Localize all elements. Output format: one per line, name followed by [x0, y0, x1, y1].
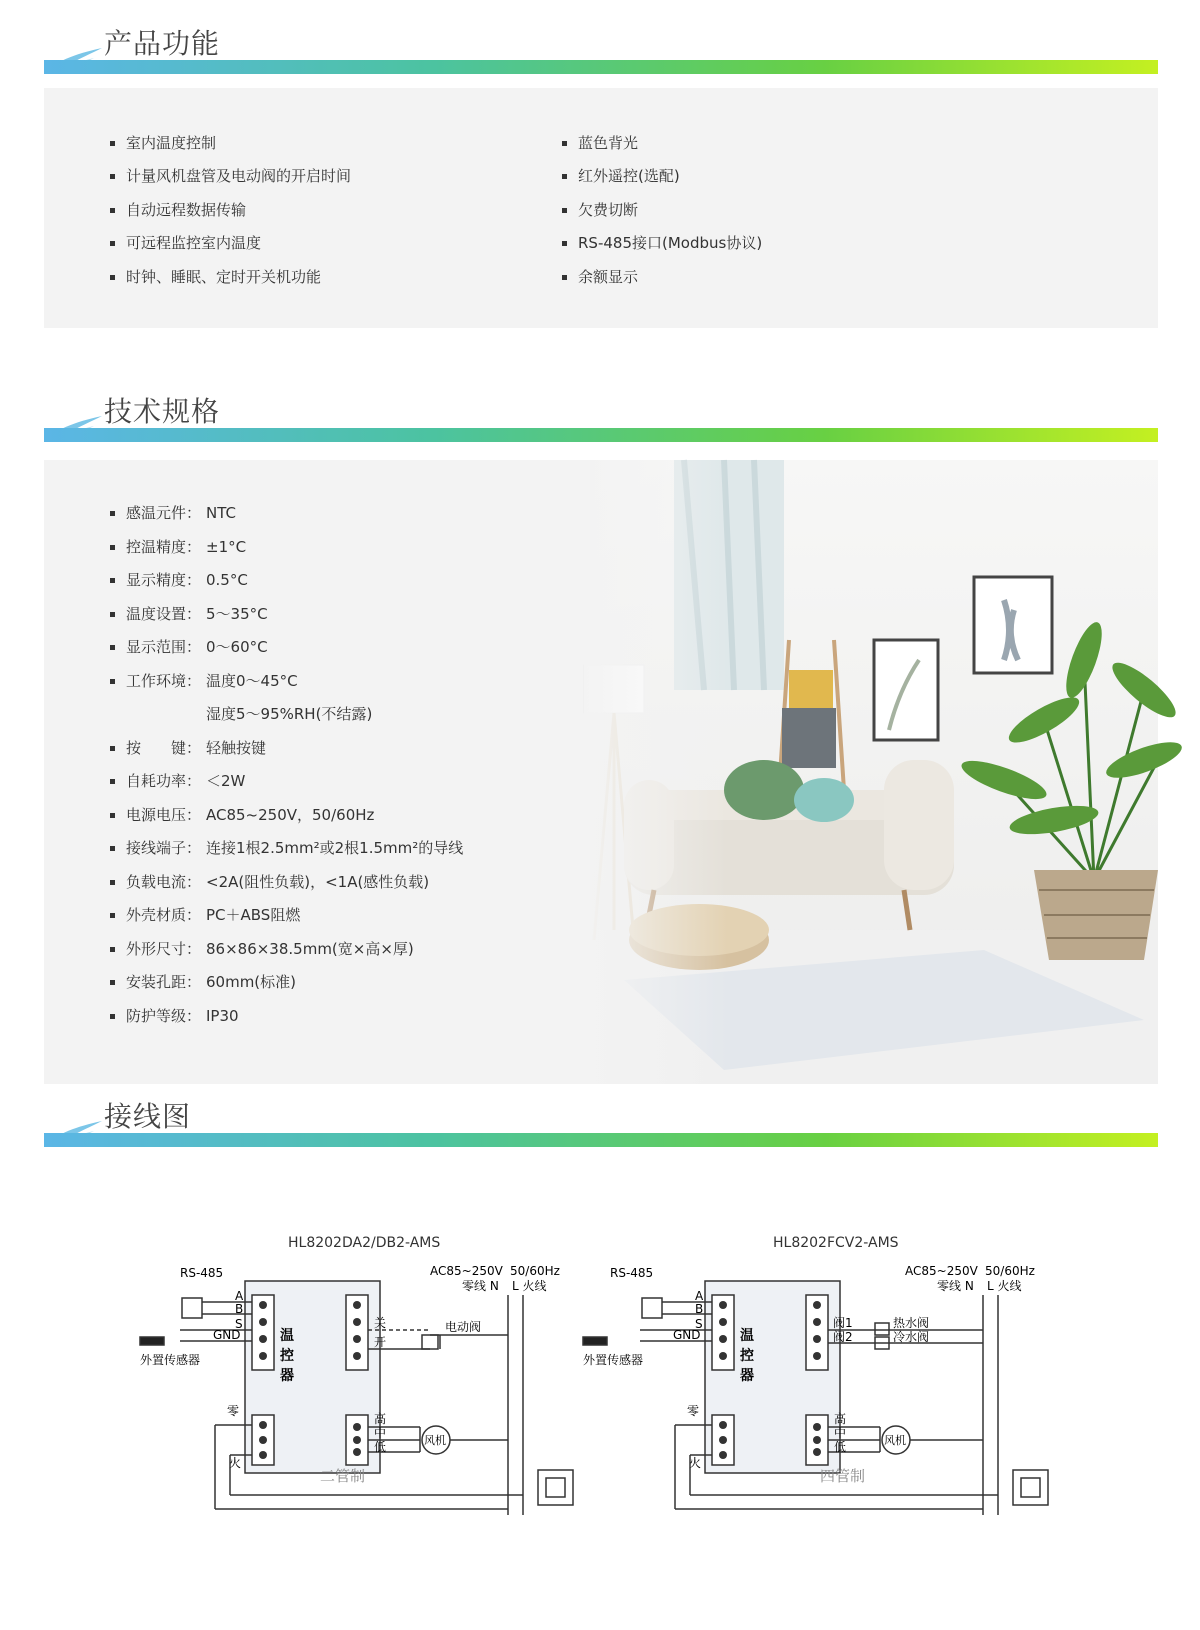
spec-item — [110, 598, 463, 632]
spec-value: 60mm(标准) — [206, 973, 297, 991]
section-gradient-bar — [44, 1133, 1158, 1147]
spec-item — [110, 966, 463, 1000]
wiring-header — [44, 1095, 1158, 1155]
spec-value: IP30 — [206, 1006, 239, 1025]
valve2-label: 阀2 — [833, 1330, 853, 1344]
spec-item — [110, 631, 463, 665]
list-item: RS-485接口(Modbus协议) — [562, 227, 762, 260]
wiring-diagram-right — [583, 1235, 1065, 1555]
living-room-image — [584, 460, 1158, 1084]
list-item: 余额显示 — [562, 261, 762, 294]
list-item: 欠费切断 — [562, 194, 762, 227]
wiring-schematic — [583, 1255, 1065, 1545]
cold-valve-label: 冷水阀 — [893, 1330, 930, 1344]
fire-label: 火 — [689, 1456, 702, 1470]
spec-item — [110, 732, 463, 766]
section-title: 产品功能 — [104, 27, 221, 60]
list-item: 计量风机盘管及电动阀的开启时间 — [110, 160, 351, 193]
list-item: 红外遥控(选配) — [562, 160, 762, 193]
spec-item — [110, 1000, 463, 1034]
diagram-caption: 二管制 — [320, 1467, 366, 1485]
spec-item — [110, 866, 463, 900]
spec-item — [110, 799, 463, 833]
fan-label: 风机 — [424, 1434, 446, 1447]
spec-key: 外形尺寸： — [126, 939, 202, 958]
spec-value: 温度0～45°C — [206, 671, 298, 690]
spec-key: 感温元件： — [126, 504, 202, 522]
spec-item — [110, 832, 463, 866]
specs-list — [110, 497, 463, 1033]
controller-label-1: 温 — [280, 1328, 294, 1344]
spec-key: 按 键： — [126, 738, 202, 757]
spec-key: 防护等级： — [126, 1006, 202, 1025]
controller-label-1: 温 — [740, 1328, 754, 1344]
spec-value: ＜2W — [206, 772, 246, 790]
spec-item — [110, 698, 463, 732]
spec-item — [110, 665, 463, 699]
power-label: AC85~250V — [905, 1264, 978, 1278]
diagram-model: HL8202DA2/DB2-AMS — [288, 1235, 441, 1251]
spec-value: 5～35°C — [206, 604, 268, 623]
terminal-b-label: B — [235, 1302, 244, 1316]
spec-value: 0.5°C — [206, 571, 248, 589]
high-label: 高 — [834, 1412, 847, 1426]
list-item: 可远程监控室内温度 — [110, 227, 351, 260]
spec-key: 显示范围： — [126, 638, 202, 656]
live-label: L 火线 — [512, 1279, 547, 1293]
features-header — [44, 22, 1158, 82]
spec-value: NTC — [206, 504, 236, 522]
terminal-s-label: S — [695, 1317, 703, 1331]
sensor-label: 外置传感器 — [583, 1353, 644, 1367]
spec-item — [110, 531, 463, 565]
controller-label-2: 控 — [280, 1348, 294, 1364]
section-title: 技术规格 — [104, 395, 221, 428]
freq-label: 50/60Hz — [510, 1264, 560, 1278]
low-label: 低 — [834, 1440, 847, 1454]
wiring-schematic — [140, 1255, 600, 1545]
terminal-a-label: A — [235, 1289, 244, 1303]
hot-valve-label: 热水阀 — [893, 1316, 930, 1330]
terminal-gnd-label: GND — [673, 1328, 701, 1342]
spec-value: 连接1根2.5mm²或2根1.5mm²的导线 — [206, 839, 464, 857]
specs-header — [44, 390, 1158, 450]
spec-key: 工作环境： — [126, 671, 202, 690]
zero-label: 零 — [687, 1404, 700, 1418]
terminal-s-label: S — [235, 1317, 243, 1331]
terminal-gnd-label: GND — [213, 1328, 241, 1342]
wiring-diagram-left — [140, 1235, 600, 1555]
spec-item — [110, 497, 463, 531]
spec-value: PC＋ABS阻燃 — [206, 906, 301, 924]
mid-label: 中 — [374, 1426, 387, 1440]
features-left-list — [110, 127, 351, 294]
specs-panel — [44, 460, 1158, 1084]
spec-key: 温度设置： — [126, 604, 202, 623]
list-item: 自动远程数据传输 — [110, 194, 351, 227]
section-title: 接线图 — [104, 1100, 192, 1133]
spec-key: 显示精度： — [126, 571, 202, 589]
spec-item — [110, 899, 463, 933]
spec-value: ±1°C — [206, 537, 247, 556]
spec-key: 自耗功率： — [126, 772, 202, 790]
spec-item — [110, 765, 463, 799]
list-item: 室内温度控制 — [110, 127, 351, 160]
spec-key: 控温精度： — [126, 537, 202, 556]
controller-label-2: 控 — [740, 1348, 754, 1364]
section-gradient-bar — [44, 428, 1158, 442]
diagram-caption: 四管制 — [820, 1467, 866, 1485]
list-item: 蓝色背光 — [562, 127, 762, 160]
spec-key: 接线端子： — [126, 839, 202, 857]
spec-item — [110, 564, 463, 598]
spec-key: 电源电压： — [126, 805, 202, 824]
rs485-label: RS-485 — [180, 1266, 224, 1280]
live-label: L 火线 — [987, 1279, 1022, 1293]
diagram-model: HL8202FCV2-AMS — [773, 1235, 899, 1251]
spec-value: <2A(阻性负载)，<1A(感性负载) — [206, 872, 430, 891]
spec-key: 外壳材质： — [126, 906, 202, 924]
open-label: 开 — [374, 1335, 387, 1349]
close-label: 关 — [374, 1316, 387, 1330]
spec-item — [110, 933, 463, 967]
controller-label-3: 器 — [280, 1368, 294, 1384]
section-gradient-bar — [44, 60, 1158, 74]
power-label: AC85~250V — [430, 1264, 503, 1278]
neutral-label: 零线 N — [462, 1279, 499, 1293]
spec-value: 86×86×38.5mm(宽×高×厚) — [206, 939, 414, 958]
valve-label: 电动阀 — [445, 1320, 482, 1334]
zero-label: 零 — [227, 1404, 240, 1418]
valve1-label: 阀1 — [833, 1316, 853, 1330]
spec-value: 湿度5～95%RH(不结露) — [206, 705, 373, 723]
fire-label: 火 — [229, 1456, 242, 1470]
controller-label-3: 器 — [740, 1368, 754, 1384]
spec-value: 0～60°C — [206, 638, 268, 656]
spec-key: 安装孔距： — [126, 973, 202, 991]
freq-label: 50/60Hz — [985, 1264, 1035, 1278]
spec-key: 负载电流： — [126, 872, 202, 891]
spec-value: AC85~250V，50/60Hz — [206, 805, 375, 824]
terminal-a-label: A — [695, 1289, 704, 1303]
sensor-label: 外置传感器 — [140, 1353, 201, 1367]
mid-label: 中 — [834, 1426, 847, 1440]
spec-value: 轻触按键 — [206, 738, 267, 757]
high-label: 高 — [374, 1412, 387, 1426]
neutral-label: 零线 N — [937, 1279, 974, 1293]
terminal-b-label: B — [695, 1302, 704, 1316]
rs485-label: RS-485 — [610, 1266, 654, 1280]
features-right-list — [562, 127, 762, 294]
list-item: 时钟、睡眠、定时开关机功能 — [110, 261, 351, 294]
fan-label: 风机 — [884, 1434, 906, 1447]
low-label: 低 — [374, 1440, 387, 1454]
features-panel — [44, 88, 1158, 328]
